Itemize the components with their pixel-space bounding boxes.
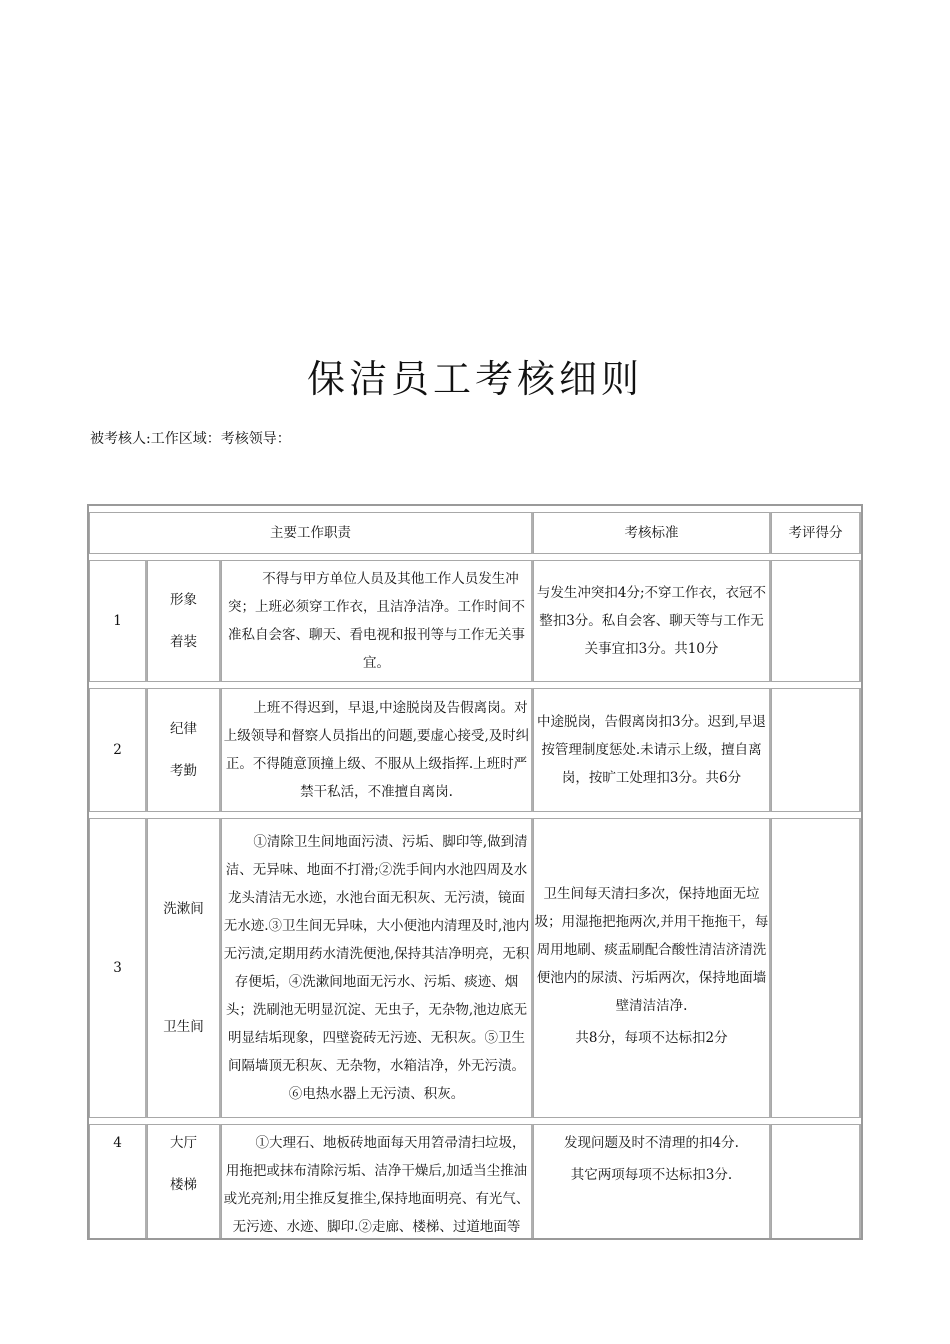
row-category <box>147 1124 221 1240</box>
row-score <box>771 1124 861 1240</box>
standard-text: 卫生间每天清扫多次，保持地面无垃圾；用湿拖把拖两次,并用干拖拖干，每周用地刷、痰盂刷配合酸性清洁济清洗便池内的尿渍、污垢两次，保持地面墙壁清洁洁净. <box>534 886 769 1014</box>
row-number: 2 <box>89 688 147 812</box>
table-row <box>89 688 861 812</box>
row-standard <box>533 688 771 812</box>
row-category <box>147 818 221 1118</box>
row-duty <box>221 818 533 1118</box>
category-line-2: 着装 <box>170 634 197 650</box>
category-line-2: 楼梯 <box>170 1177 197 1193</box>
row-score <box>771 688 861 812</box>
duty-text: 不得与甲方单位人员及其他工作人员发生冲突；上班必须穿工作衣，且洁净洁净。工作时间不准私自会客、聊天、看电视和报刊等与工作无关事宜。 <box>228 571 525 671</box>
category-line-1: 纪律 <box>170 721 197 737</box>
row-number: 1 <box>89 560 147 682</box>
table-row <box>89 1124 861 1240</box>
row-standard <box>533 560 771 682</box>
standard-text: 中途脱岗，告假离岗扣3分。迟到,早退按管理制度惩处.未请示上级，擅自离岗，按旷工处理扣3分。共6分 <box>537 714 766 786</box>
row-score <box>771 560 861 682</box>
row-category <box>147 560 221 682</box>
duty-text: 上班不得迟到，早退,中途脱岗及告假离岗。对上级领导和督察人员指出的问题,要虚心接受,及时纠正。不得随意顶撞上级、不服从上级指挥.上班时严禁干私活，不准擅自离岗. <box>223 700 530 800</box>
table-row <box>89 818 861 1118</box>
category-line-2: 卫生间 <box>163 1019 204 1035</box>
standard-note: 其它两项每项不达标扣3分. <box>570 1167 733 1183</box>
row-number: 3 <box>89 818 147 1118</box>
category-line-1: 形象 <box>170 592 197 608</box>
row-standard <box>533 818 771 1118</box>
assessment-table <box>87 504 863 1240</box>
category-line-1: 洗漱间 <box>163 901 204 917</box>
row-duty <box>221 1124 533 1240</box>
duty-text: ①大理石、地板砖地面每天用笤帚清扫垃圾，用拖把或抹布清除污垢、洁净干燥后,加适当尘推油或光亮剂;用尘推反复推尘,保持地面明亮、有光气、无污迹、水迹、脚印.②走廊、楼梯、过道地面等 <box>223 1135 530 1235</box>
row-score <box>771 818 861 1118</box>
page-title: 保洁员工考核细则 <box>306 357 643 401</box>
row-category <box>147 688 221 812</box>
table-header-row <box>89 512 861 554</box>
assessment-info-line: 被考核人:工作区域：考核领导： <box>90 431 291 447</box>
duty-text: ①清除卫生间地面污渍、污垢、脚印等,做到清洁、无异味、地面不打滑;②洗手间内水池四周及水龙头清洁无水迹，水池台面无积灰、无污渍，镜面无水迹.③卫生间无异味，大小便池内清理及时,池内无污渍,定期用药水清洗便池,保持其洁净明亮，无积存便垢，④洗漱间地面无污水、污垢、痰迹、烟头；洗刷池无明显沉淀、无虫子，无杂物,池边底无明显结垢现象，四壁瓷砖无污迹、无积灰。⑤卫生间隔墙顶无积灰、无杂物，水箱洁净，外无污渍。⑥电热水器上无污渍、积灰。 <box>223 834 530 1102</box>
row-standard <box>533 1124 771 1240</box>
standard-text: 发现问题及时不清理的扣4分. <box>564 1135 739 1151</box>
header-standard: 考核标准 <box>533 512 771 554</box>
row-duty <box>221 688 533 812</box>
category-line-2: 考勤 <box>170 763 197 779</box>
row-duty <box>221 560 533 682</box>
table-row <box>89 560 861 682</box>
standard-note: 共8分，每项不达标扣2分 <box>575 1030 728 1046</box>
standard-text: 与发生冲突扣4分;不穿工作衣，衣冠不整扣3分。私自会客、聊天等与工作无关事宜扣3分。共10分 <box>536 585 767 657</box>
category-line-1: 大厅 <box>170 1135 197 1151</box>
row-number: 4 <box>89 1124 147 1240</box>
header-duty: 主要工作职责 <box>89 512 533 554</box>
header-score: 考评得分 <box>771 512 861 554</box>
